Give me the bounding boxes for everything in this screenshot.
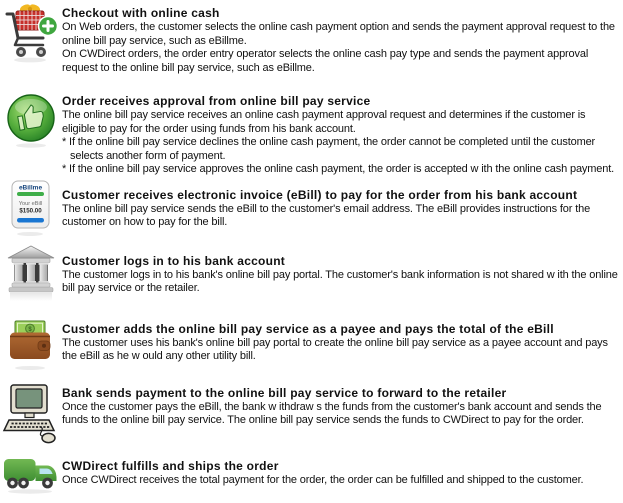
step-paragraph: The customer uses his bank's online bill pay portal to create the online bill pay service as a payee account and pays the eBill as he w ould any other utility bill.: [62, 336, 608, 362]
step-order-receives-approval: [0, 93, 623, 177]
step-heading: Customer receives electronic invoice (eBill) to pay for the order from his bank account: [62, 187, 578, 202]
delivery-truck-icon: [0, 455, 62, 495]
step-customer-logs-in-bank: [0, 245, 623, 303]
step-heading: Bank sends payment to the online bill pay service to forward to the retailer: [62, 385, 507, 400]
step-checkout-with-online-cash: [0, 2, 623, 75]
step-heading: Customer adds the online bill pay service as a payee and pays the total of the eBill: [62, 321, 554, 336]
wallet-icon: [0, 319, 62, 371]
step-paragraph: Once the customer pays the eBill, the bank w ithdraw s the funds from the customer's bank account and sends the funds to the online bill pay service. The online bill pay service sends the funds to CWDirect to pay for the order.: [62, 400, 602, 426]
step-paragraph: The customer logs in to his bank's online bill pay portal. The customer's bank information is not shared w ith the online bill pay service or the retailer.: [62, 268, 618, 294]
step-heading: Order receives approval from online bill pay service: [62, 94, 371, 108]
step-heading: CWDirect fulfills and ships the order: [62, 458, 279, 473]
ebill-label-text: Your eBill: [18, 200, 43, 207]
step-customer-receives-ebill: [0, 179, 623, 237]
step-paragraph: The online bill pay service receives an online cash payment approval request and determines if the customer is eligible to pay for the order using funds from his bank account.: [62, 109, 586, 135]
thumbs-up-icon: [0, 93, 62, 149]
step-paragraph: On CWDirect orders, the order entry operator selects the online cash pay type and sends the payment approval request to the online bill pay service, such as eBillme.: [62, 48, 589, 74]
step-paragraph: * If the online bill pay service approves the online cash payment, the order is accepted w ith the online cash payment.: [62, 163, 615, 175]
step-heading: Checkout with online cash: [62, 6, 220, 20]
shopping-cart-add-icon: [0, 2, 62, 64]
ebill-logo-text: eBillme: [18, 184, 43, 191]
bank-building-icon: [0, 245, 62, 303]
computer-icon: [0, 383, 62, 445]
step-paragraph: The online bill pay service sends the eBill to the customer's email address. The eBill provides instructions for the customer on how to pay for the bill.: [62, 202, 591, 228]
ebill-invoice-icon: [0, 179, 62, 237]
step-cwdirect-ships-order: [0, 455, 623, 495]
svg-text:$: $: [28, 326, 32, 333]
step-paragraph: Once CWDirect receives the total payment for the order, the order can be fulfilled and shipped to the customer.: [62, 473, 584, 486]
step-paragraph: * If the online bill pay service declines the online cash payment, the order cannot be completed until the customer selects another form of payment.: [62, 136, 596, 162]
step-customer-adds-payee: [0, 319, 623, 371]
step-heading: Customer logs in to his bank account: [62, 253, 286, 268]
step-paragraph: On Web orders, the customer selects the online cash payment option and sends the payment approval request to the online bill pay service, such as eBillme.: [62, 21, 615, 47]
step-bank-sends-payment: [0, 383, 623, 445]
ebill-amount-text: $150.00: [19, 207, 42, 214]
